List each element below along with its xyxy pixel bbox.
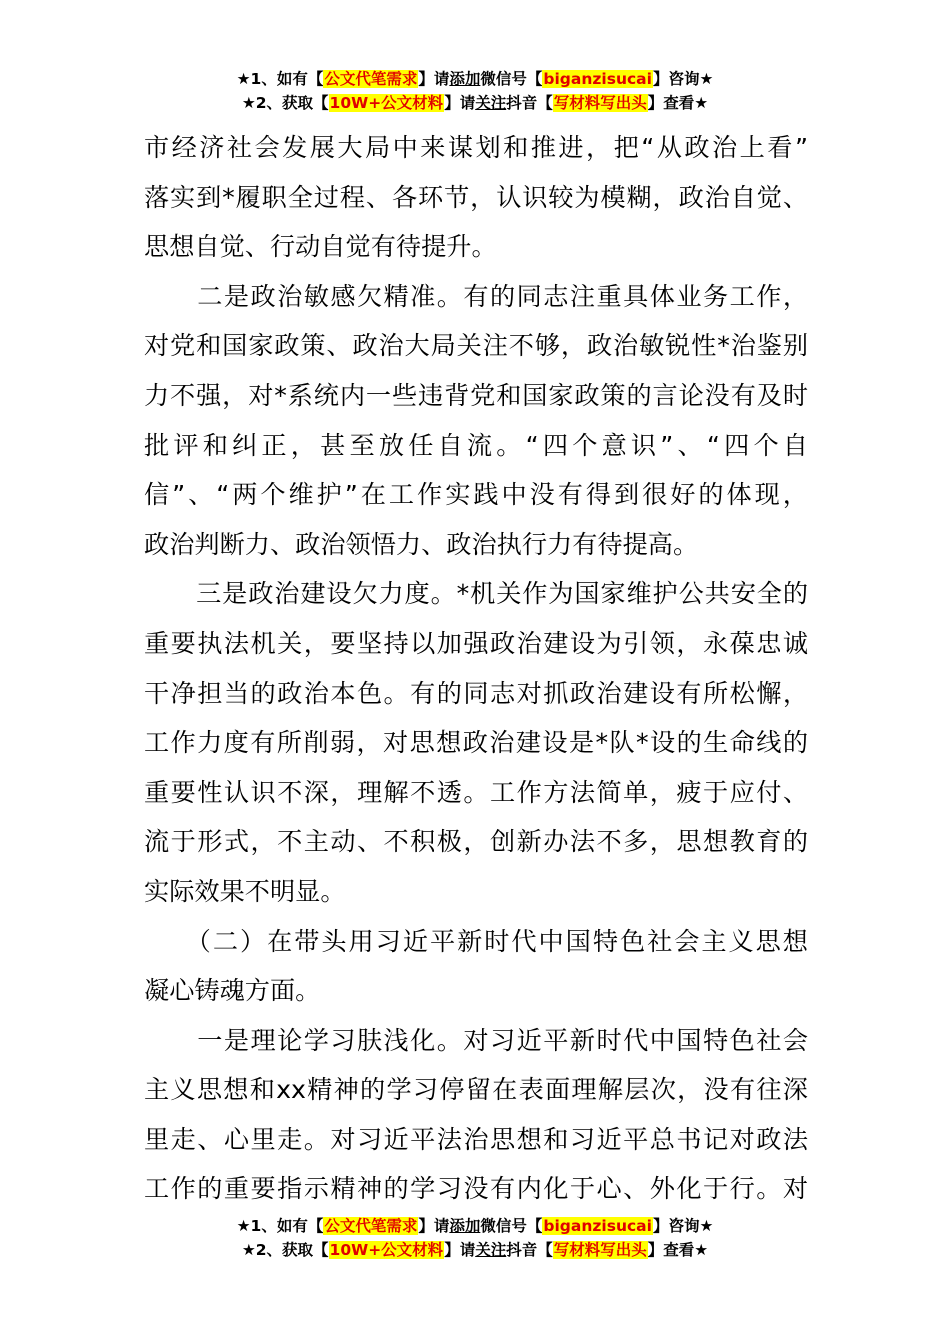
banner-text: ★2、获取【 <box>241 94 329 112</box>
body-line: 一是理论学习肤浅化。对习近平新时代中国特色社会 <box>144 1025 808 1055</box>
banner-row-1 <box>0 1214 950 1238</box>
body-line: 力不强，对*系统内一些违背党和国家政策的言论没有及时 <box>144 380 808 410</box>
banner-text: ★1、如有【 <box>236 70 324 88</box>
section-heading-line: 凝心铸魂方面。 <box>144 976 321 1006</box>
document-body <box>144 123 808 1214</box>
banner-text: 】请 <box>444 1241 476 1259</box>
banner-text: 】查看★ <box>647 94 709 112</box>
highlight-douyin-account: 写材料写出头 <box>553 94 647 112</box>
highlight-service: 公文代笔需求 <box>324 1217 418 1235</box>
body-line: 实际效果不明显。 <box>144 876 346 906</box>
banner-text: 微信号【 <box>480 70 543 88</box>
banner-text: 】请 <box>418 1217 450 1235</box>
highlight-service: 公文代笔需求 <box>324 70 418 88</box>
body-line: 落实到*履职全过程、各环节，认识较为模糊，政治自觉、 <box>144 182 808 212</box>
body-line: 思想自觉、行动自觉有待提升。 <box>144 232 497 262</box>
banner-text: 】请 <box>444 94 476 112</box>
banner-text: 】请 <box>418 70 450 88</box>
body-line: 重要执法机关，要坚持以加强政治建设为引领，永葆忠诚 <box>144 628 808 658</box>
header-banner <box>0 67 950 115</box>
body-line: 政治判断力、政治领悟力、政治执行力有待提高。 <box>144 529 699 559</box>
footer-banner <box>0 1214 950 1262</box>
body-line: 工作的重要指示精神的学习没有内化于心、外化于行。对 <box>144 1174 808 1204</box>
banner-text: ★1、如有【 <box>236 1217 324 1235</box>
highlight-douyin-account: 写材料写出头 <box>553 1241 647 1259</box>
banner-text: 抖音【 <box>506 94 553 112</box>
body-line: 三是政治建设欠力度。*机关作为国家维护公共安全的 <box>144 579 808 609</box>
banner-text: 】查看★ <box>647 1241 709 1259</box>
banner-row-2 <box>0 91 950 115</box>
body-line: 批评和纠正，甚至放任自流。“四个意识”、“四个自 <box>144 430 808 460</box>
body-line: 对党和国家政策、政治大局关注不够，政治敏锐性*治鉴别 <box>144 331 808 361</box>
body-line: 二是政治敏感欠精准。有的同志注重具体业务工作， <box>144 281 808 311</box>
banner-text: 】咨询★ <box>652 70 714 88</box>
body-line: 主义思想和xx精神的学习停留在表面理解层次，没有往深 <box>144 1075 808 1105</box>
body-line: 干净担当的政治本色。有的同志对抓政治建设有所松懈， <box>144 678 808 708</box>
body-line: 市经济社会发展大局中来谋划和推进，把“从政治上看” <box>144 133 808 162</box>
body-line: 重要性认识不深，理解不透。工作方法简单，疲于应付、 <box>144 777 808 807</box>
body-line: 工作力度有所削弱，对思想政治建设是*队*设的生命线的 <box>144 728 808 758</box>
section-heading-line: （二）在带头用习近平新时代中国特色社会主义思想 <box>144 926 808 956</box>
banner-underlined-text: 关注 <box>475 1241 507 1259</box>
highlight-materials: 10W+公文材料 <box>329 94 444 112</box>
banner-underlined-text: 关注 <box>475 94 507 112</box>
highlight-materials: 10W+公文材料 <box>329 1241 444 1259</box>
highlight-wechat-id: biganzisucai <box>543 1217 652 1235</box>
banner-row-1 <box>0 67 950 91</box>
banner-underlined-text: 添加 <box>449 1217 481 1235</box>
highlight-wechat-id: biganzisucai <box>543 70 652 88</box>
banner-text: 抖音【 <box>506 1241 553 1259</box>
body-line: 里走、心里走。对习近平法治思想和习近平总书记对政法 <box>144 1124 808 1154</box>
banner-text: 】咨询★ <box>652 1217 714 1235</box>
banner-text: 微信号【 <box>480 1217 543 1235</box>
banner-text: ★2、获取【 <box>241 1241 329 1259</box>
body-line: 信”、“两个维护”在工作实践中没有得到很好的体现， <box>144 480 808 510</box>
banner-underlined-text: 添加 <box>449 70 481 88</box>
body-line: 流于形式，不主动、不积极，创新办法不多，思想教育的 <box>144 827 808 857</box>
banner-row-2 <box>0 1238 950 1262</box>
